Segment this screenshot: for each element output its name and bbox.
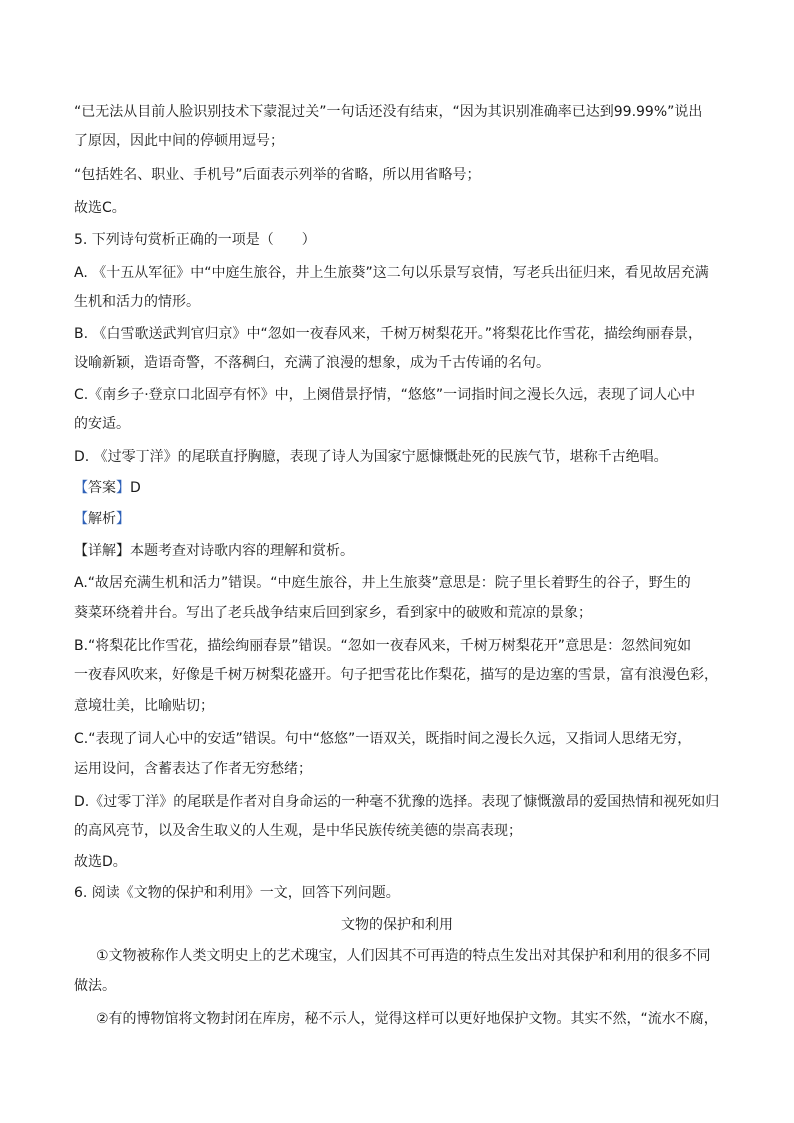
option-b-line-2: 设喻新颖，造语奇警，不落稠臼，充满了浪漫的想象，成为千古传诵的名句。 (74, 355, 550, 371)
analysis-heading (74, 510, 728, 528)
answer-value: D (130, 480, 141, 496)
detail-text: 本题考查对诗歌内容的理解和赏析。 (130, 543, 354, 559)
text-line-1: “已无法从目前人脸识别技术下蒙混过关”一句话还没有结束，“因为其识别准确率已达到99.99%”说出 (74, 104, 703, 120)
answer-bracket-close: 】 (116, 480, 130, 496)
option-b-line-1: B. 《白雪歌送武判官归京》中“忽如一夜春风来，千树万树梨花开。”将梨花比作雪花，描绘绚丽春景， (74, 326, 703, 342)
paragraph-1-line-1: ①文物被称作人类文明史上的艺术瑰宝，人们因其不可再造的特点生发出对其保护和利用的很多不同 (96, 948, 711, 964)
text-line-3: “包括姓名、职业、手机号”后面表示列举的省略，所以用省略号； (74, 167, 481, 183)
paragraph-2-line-1: ②有的博物馆将文物封闭在库房，秘不示人，觉得这样可以更好地保护文物。其实不然，“流水不腐， (96, 1011, 718, 1027)
answer-bracket-open: 【 (74, 480, 88, 496)
detail-label: 【详解】 (74, 543, 130, 559)
analysis-a-line-1: A.“故居充满生机和活力”错误。“中庭生旅谷，井上生旅葵”意思是：院子里长着野生的谷子，野生的 (74, 575, 691, 591)
analysis-b-line-1: B.“将梨花比作雪花，描绘绚丽春景”错误。“忽如一夜春风来，千树万树梨花开”意思是：忽然间宛如 (74, 638, 692, 654)
question-5: 5. 下列诗句赏析正确的一项是（ ） (74, 232, 316, 248)
conclusion-d: 故选D。 (74, 854, 127, 870)
analysis-c-line-2: 运用设问，含蓄表达了作者无穷愁绪； (74, 761, 312, 777)
answer-line (74, 479, 728, 497)
analysis-d-line-2: 的高风亮节，以及舍生取义的人生观，是中华民族传统美德的崇高表现； (74, 823, 522, 839)
option-c-line-1: C.《南乡子·登京口北固亭有怀》中，上阕借景抒情，“悠悠”一词指时间之漫长久远，表现了词人心中 (74, 387, 696, 403)
text-line-2: 了原因，因此中间的停顿用逗号； (74, 133, 284, 149)
analysis-b-line-3: 意境壮美，比喻贴切； (74, 698, 214, 714)
option-a-line-2: 生机和活力的情形。 (74, 294, 200, 310)
analysis-label: 解析 (88, 511, 116, 527)
option-c-line-2: 的安适。 (74, 416, 130, 432)
option-a-line-1: A. 《十五从军征》中“中庭生旅谷，井上生旅葵”这二句以乐景写哀情，写老兵出征归来，看见故居充满 (74, 265, 709, 281)
analysis-d-line-1: D.《过零丁洋》的尾联是作者对自身命运的一种毫不犹豫的选择。表现了慷慨激昂的爱国热情和视死如归 (74, 794, 720, 810)
analysis-b-line-2: 一夜春风吹来，好像是千树万树梨花盛开。句子把雪花比作梨花，描写的是边塞的雪景，富有浪漫色彩， (74, 667, 718, 683)
paragraph-1-line-2: 做法。 (74, 978, 116, 994)
option-d: D. 《过零丁洋》的尾联直抒胸臆，表现了诗人为国家宁愿慷慨赴死的民族气节，堪称千古绝唱。 (74, 449, 668, 465)
analysis-bracket-close: 】 (116, 511, 130, 527)
conclusion-c: 故选C。 (74, 200, 126, 216)
analysis-a-line-2: 葵菜环绕着井台。写出了老兵战争结束后回到家乡，看到家中的破败和荒凉的景象； (74, 605, 592, 621)
detail-line (74, 542, 728, 560)
article-title: 文物的保护和利用 (341, 917, 453, 933)
question-6: 6. 阅读《文物的保护和利用》一文，回答下列问题。 (74, 885, 400, 901)
answer-label: 答案 (88, 480, 116, 496)
analysis-bracket-open: 【 (74, 511, 88, 527)
analysis-c-line-1: C.“表现了词人心中的安适”错误。句中“悠悠”一语双关，既指时间之漫长久远，又指词人思绪无穷， (74, 731, 692, 747)
